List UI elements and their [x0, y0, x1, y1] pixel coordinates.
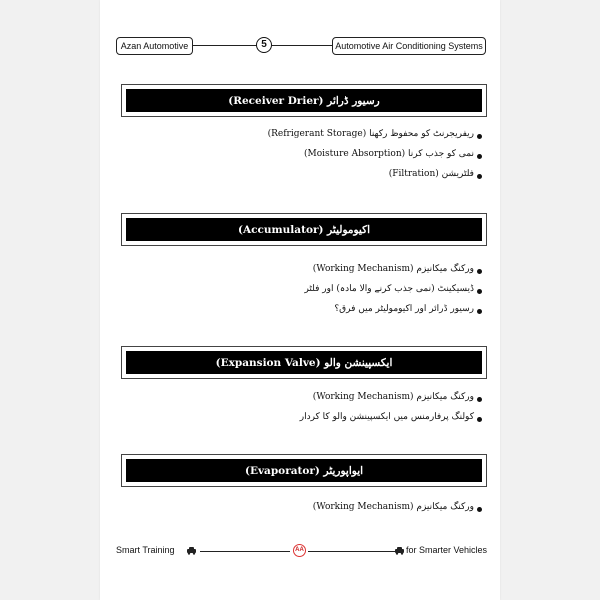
- section-receiver-drier-banner: [121, 84, 487, 117]
- bullet-icon: [477, 397, 482, 402]
- header-document-title: Automotive Air Conditioning Systems: [332, 37, 486, 55]
- section-title: رسیور ڈرائر (Receiver Drier): [126, 89, 482, 112]
- list-item: ڈیسیکینٹ (نمی جذب کرنے والا مادہ) اور فلٹر: [100, 282, 500, 302]
- section-accumulator-list: [100, 262, 500, 322]
- header-divider-left: [192, 45, 257, 46]
- car-icon: [186, 546, 197, 555]
- footer-divider-left: [200, 551, 290, 552]
- section-expansion-valve-list: [100, 390, 500, 430]
- list-item: فلٹریشن (Filtration): [100, 167, 500, 187]
- bullet-icon: [477, 309, 482, 314]
- list-item: نمی کو جذب کرنا (Moisture Absorption): [100, 147, 500, 167]
- section-accumulator-banner: [121, 213, 487, 246]
- bullet-icon: [477, 134, 482, 139]
- header-divider-right: [272, 45, 332, 46]
- list-item: ورکنگ میکانیزم (Working Mechanism): [100, 262, 500, 282]
- footer-right-text: for Smarter Vehicles: [406, 545, 488, 555]
- page-number: 5: [256, 37, 272, 53]
- footer-left-text: Smart Training: [116, 545, 175, 555]
- bullet-icon: [477, 507, 482, 512]
- header-company-name: Azan Automotive: [116, 37, 193, 55]
- section-title: ایواپوریٹر (Evaporator): [126, 459, 482, 482]
- list-item: ریفریجرنٹ کو محفوظ رکھنا (Refrigerant Storage): [100, 127, 500, 147]
- bullet-icon: [477, 269, 482, 274]
- list-item: ورکنگ میکانیزم (Working Mechanism): [100, 390, 500, 410]
- list-item: ورکنگ میکانیزم (Working Mechanism): [100, 500, 500, 520]
- document-page: [100, 0, 500, 600]
- section-evaporator-list: [100, 500, 500, 520]
- section-evaporator-banner: [121, 454, 487, 487]
- car-icon: [394, 546, 405, 555]
- section-title: ایکسپینشن والو (Expansion Valve): [126, 351, 482, 374]
- list-item: کولنگ پرفارمنس میں ایکسپینشن والو کا کردار: [100, 410, 500, 430]
- section-title: اکیومولیٹر (Accumulator): [126, 218, 482, 241]
- footer-divider-right: [308, 551, 396, 552]
- bullet-icon: [477, 174, 482, 179]
- bullet-icon: [477, 417, 482, 422]
- bullet-icon: [477, 289, 482, 294]
- brand-logo: AA: [293, 544, 306, 557]
- bullet-icon: [477, 154, 482, 159]
- section-expansion-valve-banner: [121, 346, 487, 379]
- list-item: رسیور ڈرائر اور اکیومولیٹر میں فرق؟: [100, 302, 500, 322]
- section-receiver-drier-list: [100, 127, 500, 187]
